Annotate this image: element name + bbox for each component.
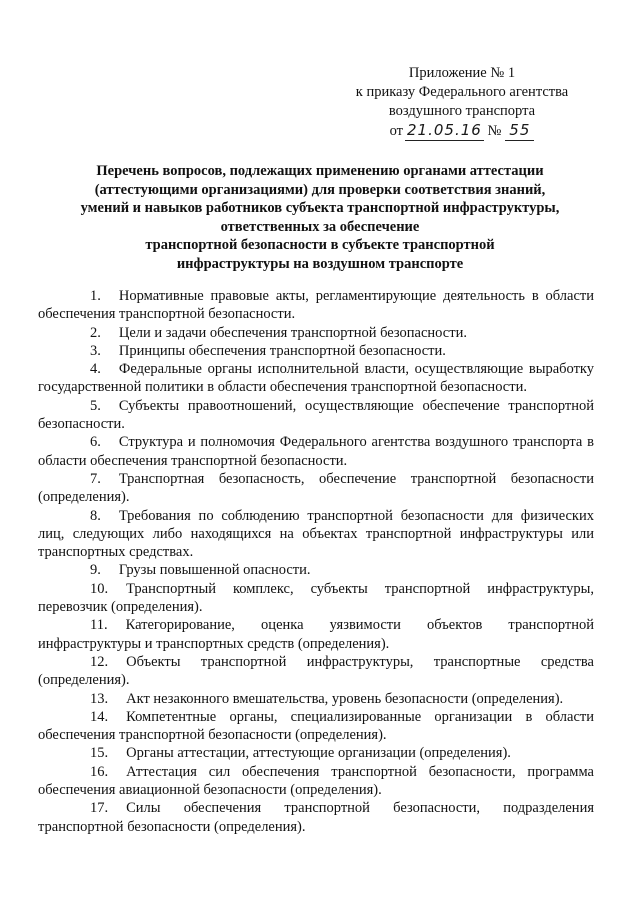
title-line: транспортной безопасности в субъекте транспортной bbox=[145, 237, 495, 254]
item-number: 5. bbox=[90, 397, 101, 414]
item-number: 15. bbox=[90, 745, 109, 762]
list-item bbox=[38, 763, 594, 800]
item-text: Аттестация сил обеспечения транспортной безопасности, программа обеспечения авиационной безопасности (определения). bbox=[38, 763, 594, 799]
list-item bbox=[38, 561, 594, 579]
item-number: 10. bbox=[90, 580, 109, 597]
list-item bbox=[38, 433, 594, 470]
list-item bbox=[38, 799, 594, 836]
item-text: Акт незаконного вмешательства, уровень безопасности (определения). bbox=[126, 690, 564, 707]
item-text: Грузы повышенной опасности. bbox=[118, 562, 311, 579]
item-number: 16. bbox=[90, 763, 109, 780]
list-item bbox=[38, 397, 594, 434]
title-line: умений и навыков работников субъекта транспортной инфраструктуры, bbox=[80, 200, 560, 217]
item-text: Структура и полномочия Федерального агентства воздушного транспорта в области обеспечения транспортной безопасности. bbox=[38, 434, 594, 469]
item-number: 4. bbox=[90, 361, 101, 378]
title-line: (аттестующими организациями) для проверки соответствия знаний, bbox=[94, 181, 546, 198]
item-number: 2. bbox=[90, 324, 101, 341]
questions-list bbox=[38, 287, 594, 836]
list-item bbox=[38, 580, 594, 617]
title-line: Перечень вопросов, подлежащих применению органами аттестации bbox=[96, 163, 544, 179]
item-text: Категорирование, оценка уязвимости объектов транспортной инфраструктуры и транспортных средств (определения). bbox=[38, 617, 594, 652]
item-number: 3. bbox=[90, 342, 101, 359]
appendix-order-ref: к приказу Федерального агентства bbox=[355, 84, 569, 100]
document-title bbox=[40, 162, 600, 274]
appendix-order-line bbox=[332, 121, 592, 141]
item-text: Принципы обеспечения транспортной безопасности. bbox=[118, 342, 446, 359]
item-text: Компетентные органы, специализированные организации в области обеспечения транспортной безопасности (определения). bbox=[38, 708, 594, 744]
handwritten-number: 55 bbox=[505, 121, 534, 141]
title-line: инфраструктуры на воздушном транспорте bbox=[176, 255, 464, 272]
item-text: Федеральные органы исполнительной власти, осуществляющие выработку государственной политики в области обеспечения транспортной безопасности. bbox=[38, 361, 594, 396]
list-item bbox=[38, 708, 594, 745]
handwritten-date: 21.05.16 bbox=[407, 121, 482, 139]
appendix-agency: воздушного транспорта bbox=[388, 103, 536, 119]
item-number: 1. bbox=[90, 288, 101, 304]
item-text: Цели и задачи обеспечения транспортной безопасности. bbox=[118, 324, 467, 341]
appendix-header bbox=[332, 64, 592, 141]
item-text: Органы аттестации, аттестующие организации (определения). bbox=[126, 745, 511, 762]
item-text: Силы обеспечения транспортной безопасности, подразделения транспортной безопасности (определения). bbox=[38, 800, 594, 835]
item-text: Транспортная безопасность, обеспечение транспортной безопасности (определения). bbox=[38, 470, 594, 506]
from-label: от bbox=[389, 123, 404, 139]
item-text: Объекты транспортной инфраструктуры, транспортные средства (определения). bbox=[38, 653, 594, 689]
list-item bbox=[38, 744, 594, 762]
item-text: Требования по соблюдению транспортной безопасности для физических лиц, следующих либо находящихся на объектах транспортной инфраструктуры или транспортных средствах. bbox=[38, 507, 594, 561]
item-number: 12. bbox=[90, 653, 109, 670]
list-item bbox=[38, 360, 594, 397]
item-number: 9. bbox=[90, 562, 101, 579]
number-label: № bbox=[487, 123, 502, 139]
item-text: Транспортный комплекс, субъекты транспортной инфраструктуры, перевозчик (определения). bbox=[38, 580, 594, 616]
item-text: Нормативные правовые акты, регламентирующие деятельность в области обеспечения транспортной безопасности. bbox=[38, 288, 594, 323]
list-item bbox=[38, 342, 594, 360]
item-number: 6. bbox=[90, 434, 101, 451]
title-line: ответственных за обеспечение bbox=[220, 218, 420, 235]
list-item bbox=[38, 324, 594, 342]
list-item bbox=[38, 287, 594, 324]
item-number: 7. bbox=[90, 470, 101, 487]
list-item bbox=[38, 690, 594, 708]
list-item bbox=[38, 616, 594, 653]
item-number: 13. bbox=[90, 690, 109, 707]
item-number: 8. bbox=[90, 507, 101, 524]
item-number: 11. bbox=[90, 617, 108, 634]
list-item bbox=[38, 470, 594, 507]
list-item bbox=[38, 507, 594, 562]
item-text: Субъекты правоотношений, осуществляющие обеспечение транспортной безопасности. bbox=[38, 397, 594, 433]
list-item bbox=[38, 653, 594, 690]
item-number: 17. bbox=[90, 800, 109, 817]
item-number: 14. bbox=[90, 708, 109, 725]
appendix-title: Приложение № 1 bbox=[408, 65, 516, 81]
